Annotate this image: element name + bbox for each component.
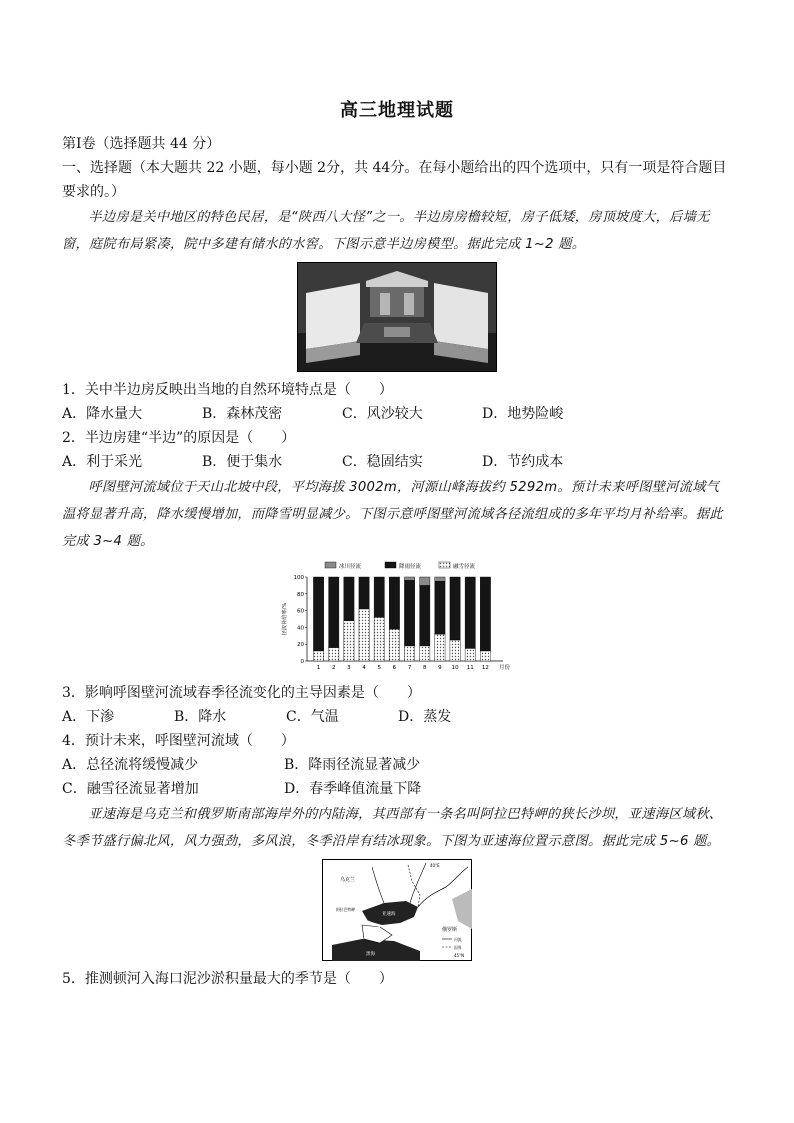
bar-segment [450, 577, 460, 640]
question-4: 4．预计未来，呼图壁河流域（ ） [62, 733, 295, 749]
q4-option-c[interactable]: C．融雪径流显著增加 [62, 781, 199, 797]
runoff-chart [277, 559, 517, 675]
bar-segment [404, 577, 414, 580]
azov-sea-map [322, 859, 472, 961]
bar-segment [435, 581, 445, 634]
x-tick-label: 9 [438, 665, 442, 671]
legend-swatch [385, 562, 396, 568]
question-1-options [62, 402, 732, 426]
map-label-azov: 亚速海 [382, 912, 396, 917]
bar-segment [420, 585, 430, 645]
bar-segment [329, 577, 339, 648]
bar-segment [465, 577, 475, 648]
legend-label: 融雪径流 [453, 564, 476, 570]
x-tick-label: 7 [407, 665, 412, 671]
map-label-lon: 40°E [430, 863, 440, 868]
instructions: 一、选择题（本大题共 22 小题，每小题 2分，共 44分。在每小题给出的四个选项中，只有一项是符合题目要求的。） [62, 160, 727, 200]
bar-segment [480, 577, 490, 651]
q3-option-b[interactable]: B．降水 [174, 709, 227, 725]
x-tick-label: 5 [377, 665, 381, 671]
q4-option-a[interactable]: A．总径流将缓慢减少 [62, 757, 199, 773]
page-title: 高三地理试题 [340, 100, 454, 121]
bar-segment [450, 640, 460, 661]
bar-segment [359, 577, 369, 609]
q4-option-d[interactable]: D．春季峰值流量下降 [284, 781, 422, 797]
bar-segment [344, 621, 354, 661]
q2-option-d[interactable]: D．节约成本 [482, 454, 564, 470]
house-model-figure [62, 262, 732, 372]
y-axis-label: 径流补给率/% [282, 602, 288, 636]
x-tick-label: 1 [316, 665, 321, 671]
x-tick-label: 10 [451, 665, 459, 671]
section-heading: 第Ⅰ卷（选择题共 44 分） [62, 136, 221, 152]
bar-segment [389, 629, 399, 661]
bar-segment [465, 648, 475, 661]
bar-segment [420, 577, 430, 585]
x-tick-label: 11 [466, 665, 474, 671]
question-2: 2．半边房建“半边”的原因是（ ） [62, 430, 296, 446]
q2-option-a[interactable]: A．利于采光 [62, 454, 143, 470]
map-label-lat: 45°N [454, 953, 465, 958]
passage-2: 呼图壁河流域位于天山北坡中段，平均海拔 3002m，河源山峰海拔约 5292m。预计未来呼图壁河流域气温将显著升高，降水缓慢增加，而降雪明显减少。下图示意呼图壁河流域各径流组成的多年平均月补给率。据此完成 3~4 题。 [62, 480, 723, 549]
legend-swatch [439, 562, 450, 568]
bar-segment [344, 577, 354, 621]
bar-segment [404, 580, 414, 646]
bar-segment [480, 651, 490, 661]
bar-segment [420, 646, 430, 661]
q1-option-b[interactable]: B．森林茂密 [202, 406, 283, 422]
map-label-arabat: 阿拉巴特岬 [336, 907, 355, 912]
question-2-options [62, 450, 732, 474]
q1-option-c[interactable]: C．风沙较大 [342, 406, 423, 422]
map-label-russia: 俄罗斯 [442, 927, 458, 933]
q4-option-b[interactable]: B．降雨径流显著减少 [284, 757, 421, 773]
house-model-image [298, 263, 496, 371]
question-5: 5．推测顿河入海口泥沙淤积量最大的季节是（ ） [62, 971, 393, 987]
bar-segment [313, 577, 323, 651]
y-tick-label: 0 [300, 659, 304, 665]
exam-page [62, 96, 732, 991]
x-axis-unit: 月份 [499, 665, 511, 671]
legend-swatch [325, 562, 336, 568]
bar-segment [435, 577, 445, 581]
bar-segment [389, 577, 399, 629]
map-legend-border: 国界 [454, 945, 462, 950]
bar-segment [374, 577, 384, 617]
y-tick-label: 40 [297, 625, 304, 632]
x-tick-label: 3 [347, 665, 351, 671]
q2-option-c[interactable]: C．稳固结实 [342, 454, 423, 470]
legend-label: 冰川径流 [339, 564, 362, 570]
q2-option-b[interactable]: B．便于集水 [202, 454, 283, 470]
y-tick-label: 80 [297, 591, 304, 598]
azov-map-figure [62, 859, 732, 961]
q3-option-d[interactable]: D．蒸发 [398, 709, 452, 725]
question-3-options [62, 705, 732, 729]
q1-option-d[interactable]: D．地势险峻 [482, 406, 564, 422]
map-label-black-sea: 黑海 [366, 952, 375, 957]
question-1: 1．关中半边房反映出当地的自然环境特点是（ ） [62, 382, 393, 398]
bar-segment [435, 634, 445, 661]
x-tick-label: 8 [423, 665, 427, 671]
q1-option-a[interactable]: A．降水量大 [62, 406, 143, 422]
q3-option-c[interactable]: C．气温 [286, 709, 339, 725]
question-3: 3．影响呼图壁河流域春季径流变化的主导因素是（ ） [62, 685, 421, 701]
bar-segment [404, 646, 414, 661]
question-4-options-row-2 [62, 777, 732, 801]
q3-option-a[interactable]: A．下渗 [62, 709, 115, 725]
passage-1: 半边房是关中地区的特色民居，是“陕西八大怪”之一。半边房房檐较短，房子低矮，房顶坡度大，后墙无窗，庭院布局紧凑，院中多建有储水的水窖。下图示意半边房模型。据此完成 1~2 题。 [62, 210, 710, 252]
x-tick-label: 2 [332, 665, 336, 671]
x-tick-label: 4 [362, 665, 366, 671]
map-label-ukraine: 乌克兰 [340, 877, 356, 883]
y-tick-label: 60 [297, 608, 304, 615]
passage-3: 亚速海是乌克兰和俄罗斯南部海岸外的内陆海，其西部有一条名叫阿拉巴特岬的狭长沙坝，亚速海区域秋、冬季节盛行偏北风，风力强劲，多风浪，冬季沿岸有结冰现象。下图为亚速海位置示意图。据此完成 5~6 题。 [62, 807, 723, 849]
map-legend-river: 河流 [454, 937, 462, 942]
question-4-options-row-1 [62, 753, 732, 777]
x-tick-label: 6 [392, 665, 397, 671]
bar-segment [313, 651, 323, 661]
y-tick-label: 100 [293, 575, 304, 581]
legend-label: 降雨径流 [399, 564, 422, 570]
house-model-photo [297, 262, 497, 372]
bar-segment [329, 648, 339, 661]
y-tick-label: 20 [297, 642, 304, 649]
runoff-chart-figure [62, 559, 732, 675]
bar-segment [359, 609, 369, 661]
bar-segment [374, 617, 384, 661]
x-tick-label: 12 [481, 665, 489, 671]
